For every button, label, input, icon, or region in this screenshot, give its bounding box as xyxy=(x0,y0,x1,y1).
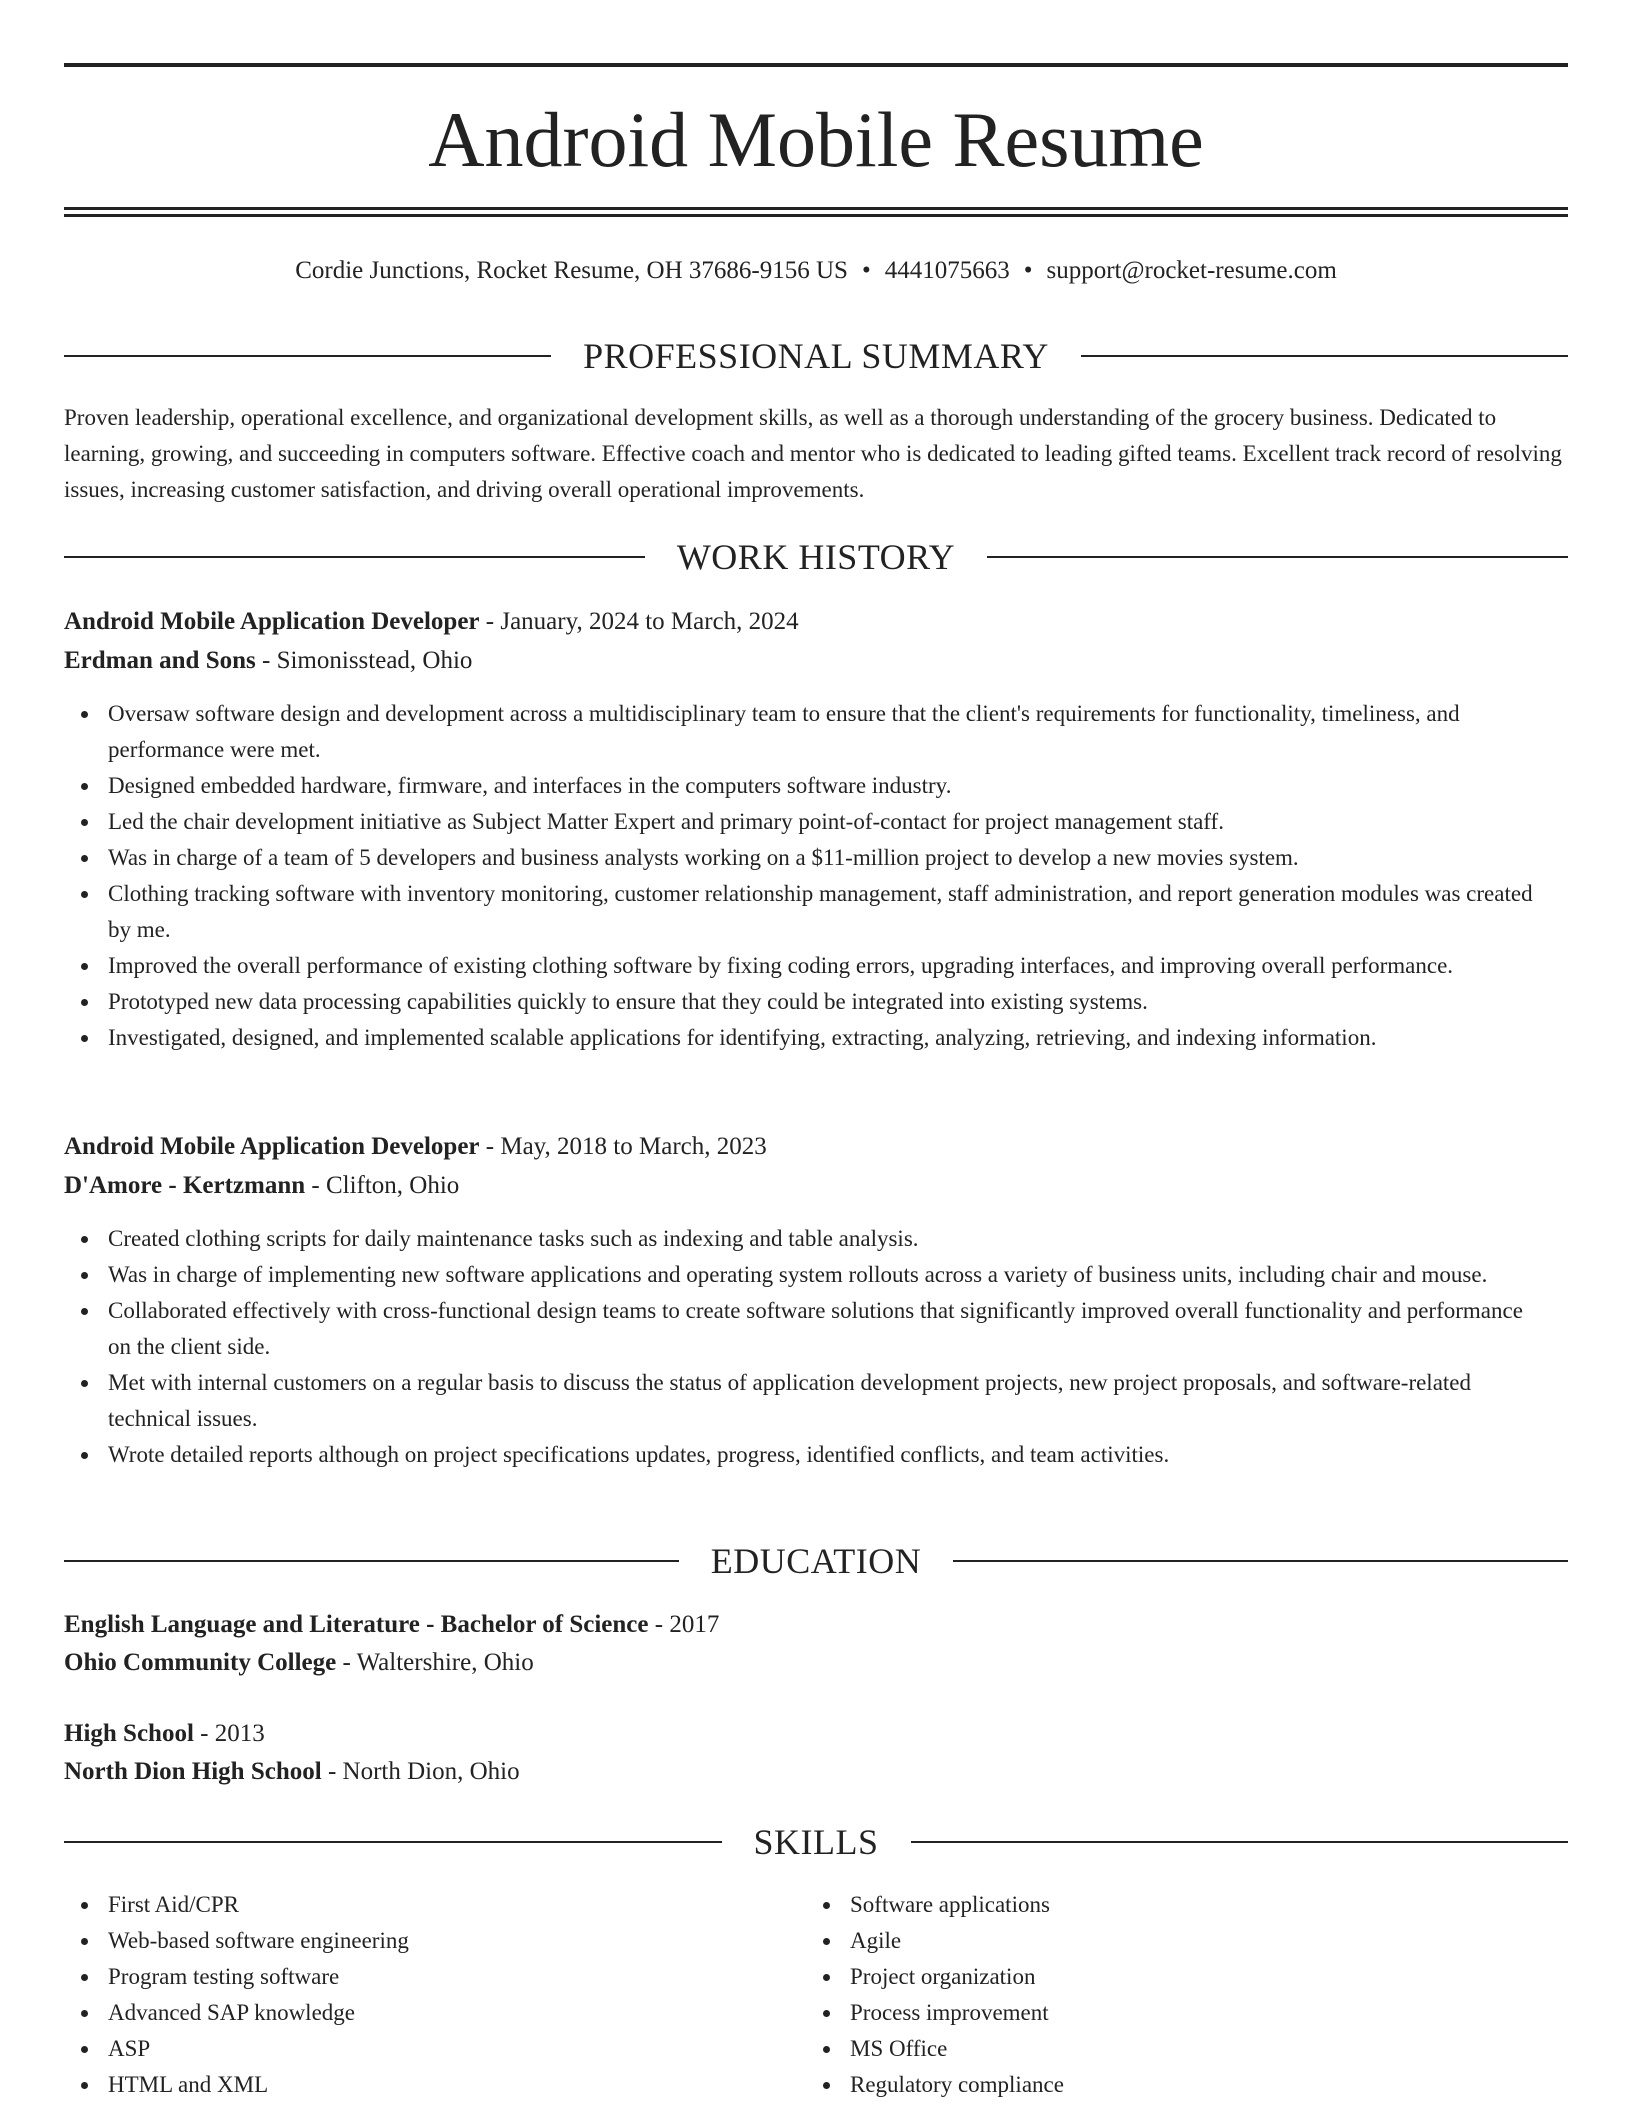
skill-item: Project organization xyxy=(850,1959,1550,1995)
section-heading-skills xyxy=(64,1822,1568,1862)
title-double-rule xyxy=(64,207,1568,217)
list-item: Clothing tracking software with inventory monitoring, customer relationship management, staff administration, and report generation modules was created by me. xyxy=(108,876,1568,948)
skills-list-right xyxy=(806,1887,1550,2103)
skill-item: HTML and XML xyxy=(108,2067,808,2103)
job-company-line xyxy=(64,643,1568,679)
section-heading-summary xyxy=(64,336,1568,376)
job-location: - Clifton, Ohio xyxy=(305,1172,460,1199)
section-title: SKILLS xyxy=(753,1822,879,1862)
section-title: PROFESSIONAL SUMMARY xyxy=(583,336,1049,376)
job-bullets xyxy=(64,1221,1568,1473)
job-company: D'Amore - Kertzmann xyxy=(64,1172,306,1199)
list-item: Investigated, designed, and implemented scalable applications for identifying, extracting, analyzing, retrieving, and indexing information. xyxy=(108,1020,1568,1056)
skill-item: Process improvement xyxy=(850,1995,1550,2031)
job-title-line xyxy=(64,1129,1568,1165)
job-company: Erdman and Sons xyxy=(64,647,256,674)
contact-separator: • xyxy=(861,257,871,284)
job-title-line xyxy=(64,604,1568,640)
skill-item: ASP xyxy=(108,2031,808,2067)
skill-item: Regulatory compliance xyxy=(850,2067,1550,2103)
job-location: - Simonisstead, Ohio xyxy=(255,647,473,674)
list-item: Met with internal customers on a regular basis to discuss the status of application development projects, new project proposals, and software-related technical issues. xyxy=(108,1365,1568,1437)
list-item: Designed embedded hardware, firmware, and interfaces in the computers software industry. xyxy=(108,768,1568,804)
section-heading-work-history xyxy=(64,537,1568,577)
heading-rule xyxy=(64,355,551,357)
list-item: Was in charge of implementing new software applications and operating system rollouts across a variety of business units, including chair and mouse. xyxy=(108,1257,1568,1293)
job-title: Android Mobile Application Developer xyxy=(64,1133,480,1160)
education-school: Ohio Community College xyxy=(64,1649,337,1676)
section-heading-education xyxy=(64,1541,1568,1581)
skill-item: Software applications xyxy=(850,1887,1550,1923)
list-item: Wrote detailed reports although on project specifications updates, progress, identified conflicts, and team activities. xyxy=(108,1437,1568,1473)
top-rule xyxy=(64,63,1568,67)
list-item: Was in charge of a team of 5 developers and business analysts working on a $11-million project to develop a new movies system. xyxy=(108,840,1568,876)
contact-email[interactable]: support@rocket-resume.com xyxy=(1046,257,1337,284)
section-title: EDUCATION xyxy=(710,1541,922,1581)
list-item: Oversaw software design and development across a multidisciplinary team to ensure that the client's requirements for functionality, timeliness, and performance were met. xyxy=(108,696,1568,768)
contact-address: Cordie Junctions, Rocket Resume, OH 37686-9156 US xyxy=(295,257,848,284)
resume-title: Android Mobile Resume xyxy=(428,96,1204,183)
skill-item: First Aid/CPR xyxy=(108,1887,808,1923)
education-degree-line xyxy=(64,1716,1568,1752)
education-school: North Dion High School xyxy=(64,1758,322,1785)
education-degree: High School xyxy=(64,1720,194,1747)
education-school-line xyxy=(64,1645,1568,1681)
heading-rule xyxy=(1081,355,1568,357)
education-degree-line xyxy=(64,1607,1568,1643)
heading-rule xyxy=(64,1841,722,1843)
contact-separator: • xyxy=(1023,257,1033,284)
education-year: - 2013 xyxy=(193,1720,265,1747)
job-dates: - May, 2018 to March, 2023 xyxy=(479,1133,767,1160)
job-dates: - January, 2024 to March, 2024 xyxy=(479,608,799,635)
list-item: Created clothing scripts for daily maintenance tasks such as indexing and table analysis. xyxy=(108,1221,1568,1257)
job-company-line xyxy=(64,1168,1568,1204)
education-year: - 2017 xyxy=(648,1611,720,1638)
education-degree: English Language and Literature - Bachelor of Science xyxy=(64,1611,649,1638)
list-item: Prototyped new data processing capabilities quickly to ensure that they could be integrated into existing systems. xyxy=(108,984,1568,1020)
job-bullets xyxy=(64,696,1568,1056)
education-location: - North Dion, Ohio xyxy=(321,1758,520,1785)
contact-phone: 4441075663 xyxy=(884,257,1010,284)
heading-rule xyxy=(64,1560,679,1562)
contact-line xyxy=(64,254,1568,288)
skills-list-left xyxy=(64,1887,808,2103)
education-school-line xyxy=(64,1754,1568,1790)
skill-item: Agile xyxy=(850,1923,1550,1959)
skill-item: Program testing software xyxy=(108,1959,808,1995)
job-title: Android Mobile Application Developer xyxy=(64,608,480,635)
skill-item: Advanced SAP knowledge xyxy=(108,1995,808,2031)
skill-item: Web-based software engineering xyxy=(108,1923,808,1959)
list-item: Improved the overall performance of existing clothing software by fixing coding errors, upgrading interfaces, and improving overall performance. xyxy=(108,948,1568,984)
heading-rule xyxy=(911,1841,1569,1843)
heading-rule xyxy=(953,1560,1568,1562)
list-item: Collaborated effectively with cross-functional design teams to create software solutions that significantly improved overall functionality and performance on the client side. xyxy=(108,1293,1568,1365)
skill-item: MS Office xyxy=(850,2031,1550,2067)
summary-text: Proven leadership, operational excellence, and organizational development skills, as well as a thorough understanding of the grocery business. Dedicated to learning, growing, and succeeding in computers software. Effective coach and mentor who is dedicated to leading gifted teams. Excellent track record of resolving issues, increasing customer satisfaction, and driving overall operational improvements. xyxy=(64,405,1562,502)
heading-rule xyxy=(64,556,645,558)
heading-rule xyxy=(987,556,1568,558)
section-title: WORK HISTORY xyxy=(676,537,956,577)
education-location: - Waltershire, Ohio xyxy=(336,1649,534,1676)
list-item: Led the chair development initiative as Subject Matter Expert and primary point-of-contact for project management staff. xyxy=(108,804,1568,840)
